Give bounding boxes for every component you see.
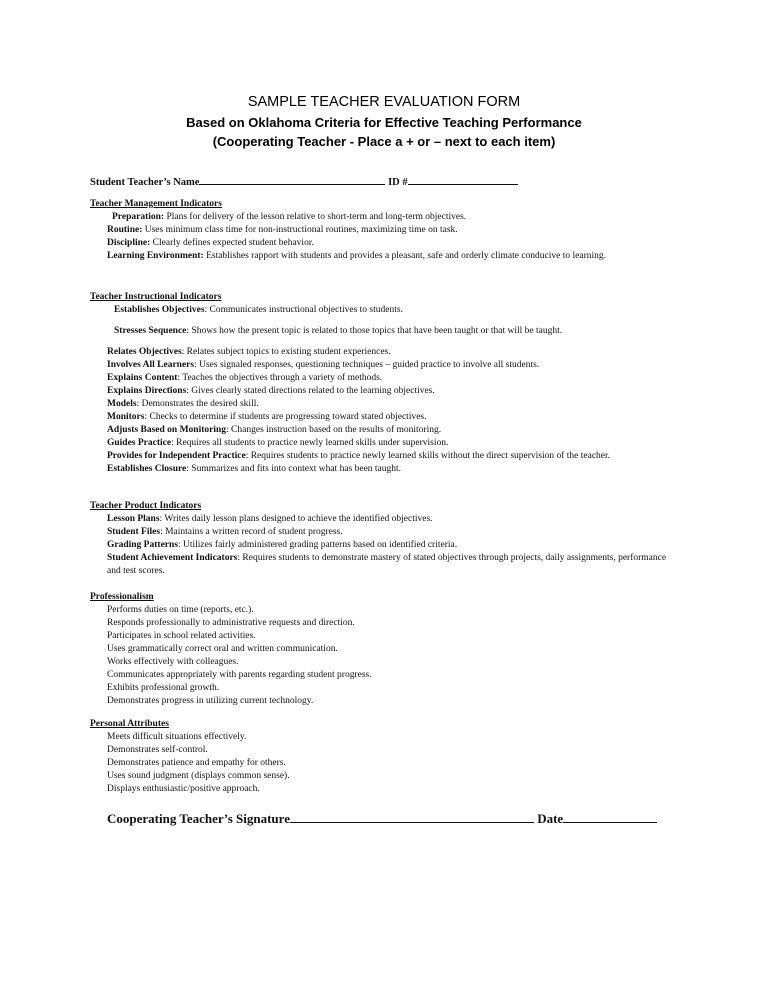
list-item: Adjusts Based on Monitoring: Changes instruction based on the results of monitoring. [107,425,442,435]
list-item: Works effectively with colleagues. [107,657,239,667]
section-title: Personal Attributes [90,719,169,729]
list-item: Relates Objectives: Relates subject topics to existing student experiences. [107,347,391,357]
list-item: Demonstrates self-control. [107,745,208,755]
list-item: Learning Environment: Establishes rapport with students and provides a pleasant, safe and orderly climate conducive to learning. [107,251,606,261]
signature-row [107,809,657,827]
list-item: Grading Patterns: Utilizes fairly administered grading patterns based on identified criteria. [107,540,458,550]
student-name-label: Student Teacher’s Name [90,177,200,188]
list-item: Participates in school related activities. [107,631,256,641]
list-item: Models: Demonstrates the desired skill. [107,399,259,409]
list-item: Explains Content: Teaches the objectives through a variety of methods. [107,373,383,383]
list-item: Preparation: Plans for delivery of the lesson relative to short-term and long-term objectives. [112,212,467,222]
signature-field[interactable] [290,809,534,823]
product-section [90,500,680,578]
list-item: Exhibits professional growth. [107,683,220,693]
form-instruction: (Cooperating Teacher - Place a + or – next to each item) [212,134,556,149]
form-title: SAMPLE TEACHER EVALUATION FORM [247,94,521,110]
list-item: Uses sound judgment (displays common sense). [107,771,290,781]
list-item: Responds professionally to administrative requests and direction. [107,618,355,628]
student-info-row [90,174,518,188]
list-item: Establishes Objectives: Communicates instructional objectives to students. [114,305,403,315]
section-title: Teacher Management Indicators [90,199,222,209]
personal-attributes-section [90,718,680,796]
list-item: Stresses Sequence: Shows how the present topic is related to those topics that have been taught or that will be taught. [114,326,563,336]
list-item: Discipline: Clearly defines expected student behavior. [107,238,314,248]
signature-label: Cooperating Teacher’s Signature [107,811,290,826]
list-item: Routine: Uses minimum class time for non-instructional routines, maximizing time on task. [107,225,458,235]
list-item: Uses grammatically correct oral and written communication. [107,644,338,654]
list-item: Monitors: Checks to determine if students are progressing toward stated objectives. [107,412,427,422]
list-item: Establishes Closure: Summarizes and fits into context what has been taught. [107,464,402,474]
list-item: Student Achievement Indicators: Requires students to demonstrate mastery of stated objectives through projects, daily assignments, performance and test scores. [107,553,667,576]
list-item: Involves All Learners: Uses signaled responses, questioning techniques – guided practice to involve all students. [107,360,540,370]
date-field[interactable] [563,809,657,823]
list-item: Guides Practice: Requires all students to practice newly learned skills under supervision. [107,438,449,448]
form-subtitle: Based on Oklahoma Criteria for Effective Teaching Performance [186,115,582,130]
management-section [90,198,680,263]
list-item: Explains Directions: Gives clearly stated directions related to the learning objectives. [107,386,435,396]
section-title: Teacher Instructional Indicators [90,292,222,302]
professionalism-section [90,591,680,708]
list-item: Performs duties on time (reports, etc.). [107,605,254,615]
list-item: Provides for Independent Practice: Requires students to practice newly learned skills without the direct supervision of the teacher. [107,451,611,461]
list-item: Lesson Plans: Writes daily lesson plans designed to achieve the identified objectives. [107,514,433,524]
section-title: Teacher Product Indicators [90,501,202,511]
id-label: ID # [388,177,408,188]
list-item: Demonstrates progress in utilizing current technology. [107,696,314,706]
list-item: Student Files: Maintains a written record of student progress. [107,527,343,537]
id-field[interactable] [408,174,518,185]
instructional-section [90,291,680,476]
list-item: Demonstrates patience and empathy for others. [107,758,286,768]
section-title: Professionalism [90,592,154,602]
date-label: Date [537,811,564,826]
student-name-field[interactable] [199,174,385,185]
list-item: Displays enthusiastic/positive approach. [107,784,260,794]
list-item: Meets difficult situations effectively. [107,732,247,742]
list-item: Communicates appropriately with parents regarding student progress. [107,670,372,680]
